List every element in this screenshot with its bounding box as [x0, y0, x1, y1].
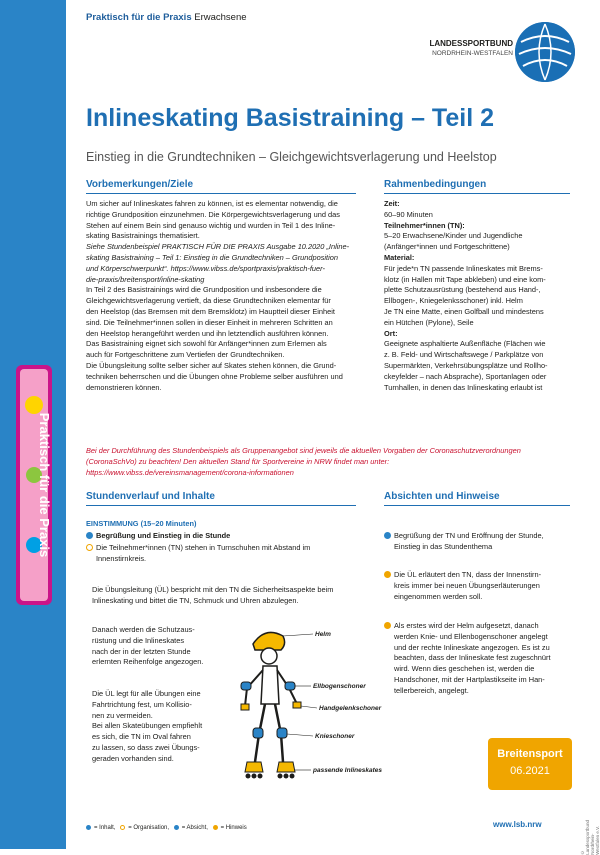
text-line: nen zu vermeiden. — [92, 710, 153, 720]
legend — [86, 825, 247, 831]
organisation-icon — [120, 825, 125, 830]
skater-illustration — [225, 622, 405, 794]
bullet-text: Einstieg in das Stundenthema — [394, 541, 493, 551]
torso-shape — [261, 666, 279, 704]
rahmen-text — [384, 199, 574, 393]
zeit-label: Zeit: — [384, 199, 400, 208]
text-line: es sich, die TN im Oval fahren — [92, 732, 191, 742]
text-line: techniken beherrschen und die Übungen ohne Probleme selber ausführen und — [86, 371, 343, 381]
bullet-text: kreis immer bei neuen Übungserläuterungen — [394, 580, 540, 590]
elbow-pad-right — [285, 682, 295, 690]
text-line: Je TN eine Matte, einen Golfball und mindestens — [384, 306, 544, 316]
logo-line2: NORDRHEIN-WESTFALEN — [432, 50, 513, 57]
text-line: Danach werden die Schutzaus- — [92, 625, 195, 634]
section-heading-stundenverlauf: Stundenverlauf und Inhalte — [86, 491, 215, 502]
flow-paragraph-3 — [92, 689, 227, 765]
text-line: ckeyfelder – nach Absprache), Sportanlagen oder — [384, 371, 547, 381]
text-line: Stehen auf einem Bein sind genauso wichtig und wurden in Teil 1 des Inline- — [86, 220, 336, 230]
page-subtitle: Einstieg in die Grundtechniken – Gleichgewichtsverlagerung und Heelstop — [86, 150, 497, 164]
bullet-text: Handschoner, mit der Hartplastikseite im Han- — [394, 674, 545, 684]
section-rule — [384, 505, 570, 506]
text-line: Supermärkten, Verkehrsübungsplätze und Rollho- — [384, 360, 548, 370]
note-link[interactable]: https://www.vibss.de/vereinsmanagement/corona-informationen — [86, 467, 294, 477]
lsb-logo — [415, 22, 580, 82]
absicht-icon — [384, 532, 391, 539]
text-line: den Heelstop (das Bremsen mit dem Bremsklotz) im Hauptteil dieser Einheit — [86, 306, 335, 316]
absicht-icon — [174, 825, 179, 830]
reference-line: und Körperschwerpunkt“. https://www.vibss.de/sportpraxis/praktisch-fuer- — [86, 263, 325, 273]
text-line: rüstung und die Inlineskates — [92, 635, 185, 645]
bullet-text: werden Knie- und Ellenbogenschoner angelegt — [394, 631, 548, 641]
bullet-text: Begrüßung und Einstieg in die Stunde — [96, 531, 231, 540]
text-line: auch für Fortgeschrittene zum Vertiefen der Grundtechniken. — [86, 350, 285, 360]
elbow-pad-left — [241, 682, 251, 690]
text-line: erlernten Reihenfolge angezogen. — [92, 657, 204, 667]
text-line: sind. Die Teilnehmer*innen sollen in dieser Einheit in mehreren Schritten an — [86, 317, 333, 327]
header-kicker — [86, 12, 247, 23]
label-inlineskates: passende Inlineskates — [313, 767, 383, 774]
bullet-text: eingenommen werden soll. — [394, 591, 483, 601]
bullet-text: Die ÜL erläutert den TN, dass der Innenstirn- — [394, 570, 542, 579]
knee-pad-left — [253, 728, 263, 738]
text-line: 5–20 Erwachsene/Kinder und Jugendliche — [384, 231, 523, 241]
breitensport-badge — [488, 738, 572, 790]
legend-hinweis: = Hinweis — [220, 825, 247, 831]
text-line: Die Übungsleitung (ÜL) bespricht mit den TN die Sicherheitsaspekte beim — [92, 585, 334, 594]
text-line: Turnhallen, in denen das Inlineskating erlaubt ist — [384, 382, 543, 392]
section-rule — [86, 505, 356, 506]
text-line: demonstrieren können. — [86, 382, 162, 392]
sidebar-logo-tag — [14, 365, 54, 605]
label-helm: Helm — [315, 631, 331, 638]
ort-label: Ort: — [384, 328, 398, 338]
label-handgelenkschoner: Handgelenkschoner — [319, 705, 382, 712]
skate-left — [245, 762, 263, 772]
flow-paragraph-2 — [92, 625, 227, 668]
sidebar-tag-text: Praktisch für die Praxis — [37, 412, 52, 558]
text-line: ein Hütchen (Pylone), Seile — [384, 317, 474, 327]
logo-text — [415, 39, 513, 59]
copyright-text: © Landessportbund Nordrhein-Westfalen e.V. — [580, 819, 600, 855]
left-sidebar — [0, 0, 66, 849]
bullet-text: Die Teilnehmer*innen (TN) stehen in Turnschuhen mit Abstand im — [96, 543, 311, 552]
logo-line1: LANDESSPORTBUND — [429, 39, 513, 48]
inhalt-icon — [86, 532, 93, 539]
kicker-bold: Praktisch für die Praxis — [86, 12, 192, 23]
hinweis-icon — [213, 825, 218, 830]
organisation-bullet — [86, 543, 366, 565]
reference-line: skating Basistraining – Teil 1: Einstieg in die Grundtechniken – Grundposition — [86, 252, 338, 262]
text-line: Bei allen Skateübungen empfiehlt — [92, 721, 203, 731]
tn-label: Teilnehmer*innen (TN): — [384, 220, 465, 230]
reference-line: die-praxis/breitensport/inline-skating — [86, 274, 205, 284]
label-ellbogenschoner: Ellbogenschoner — [313, 683, 366, 690]
bullet-text: beachten, dass der Inlineskate fest zugeschnürt — [394, 653, 551, 663]
text-line: klotz (in Hallen mit Tape abkleben) und eine kom- — [384, 274, 546, 284]
legend-inhalt: = Inhalt, — [94, 825, 116, 831]
note-line: (CoronaSchVo) zu beachten! Den aktuellen Stand für Sportvereine in NRW findet man unter: — [86, 456, 390, 466]
bullet-text: und der rechte Inlineskate angezogen. Es ist zu — [394, 642, 550, 652]
badge-date: 06.2021 — [510, 765, 550, 777]
section-heading-absichten: Absichten und Hinweise — [384, 491, 500, 502]
content-bullet — [86, 531, 366, 542]
text-line: Die Übungsleitung sollte selber sicher auf Skates stehen können, die Grund- — [86, 360, 337, 370]
text-line: Gleichgewichtsverlagerung vertieft, da diese Grundtechniken elementar für — [86, 296, 331, 306]
text-line: z. B. Feld- und Wirtschaftswege / Parkplätze von — [384, 350, 544, 360]
text-line: Ellbogen-, Kniegelenksschoner) inkl. Helm — [384, 296, 523, 306]
text-line: skating Basistrainings thematisiert. — [86, 231, 200, 241]
section-rule — [86, 193, 356, 194]
flow-paragraph-1 — [92, 585, 367, 607]
hinweis-bullet — [384, 570, 574, 602]
bullet-text: Innenstirnkreis. — [96, 553, 147, 563]
text-line: geraden vorhanden sind. — [92, 753, 174, 763]
label-knieschoner: Knieschoner — [315, 733, 355, 740]
page-title: Inlineskating Basistraining – Teil 2 — [86, 104, 494, 132]
text-line: Die ÜL legt für alle Übungen eine — [92, 689, 201, 698]
hinweis-bullet — [384, 621, 574, 697]
material-label: Material: — [384, 252, 415, 262]
text-line: den Heelstop herangeführt werden und ihn letztendlich ausführen können. — [86, 328, 329, 338]
text-line: zu lassen, so dass zwei Übungs- — [92, 742, 200, 752]
bullet-text: wird. Wenn dies geschehen ist, werden die — [394, 664, 535, 674]
text-line: Fahrtrichtung fest, um Kollisio- — [92, 699, 192, 709]
wrist-guard-left — [241, 704, 249, 710]
legend-absicht: = Absicht, — [181, 825, 208, 831]
text-line: richtige Grundposition einzunehmen. Die Körpergewichtsverlagerung und das — [86, 209, 340, 219]
organisation-icon — [86, 544, 93, 551]
text-line: Inlineskating und bittet die TN, Schmuck und Uhren abzulegen. — [92, 595, 299, 605]
knee-pad-right — [277, 728, 287, 738]
vorbemerkungen-text — [86, 199, 361, 393]
section-heading-rahmen: Rahmenbedingungen — [384, 179, 487, 190]
text-line: In Teil 2 des Basistrainings wird die Grundposition und insbesondere die — [86, 285, 322, 295]
hinweis-icon — [384, 571, 391, 578]
inhalt-icon — [86, 825, 91, 830]
section-heading-vorbemerkungen: Vorbemerkungen/Ziele — [86, 179, 194, 190]
text-line: Für jede*n TN passende Inlineskates mit Brems- — [384, 263, 543, 273]
text-line: Das Basistraining eignet sich sowohl für Anfänger*innen zum Erlernen als — [86, 339, 327, 349]
zeit-value: 60–90 Minuten — [384, 209, 433, 219]
wrist-guard-right — [293, 702, 301, 708]
text-line: nach der in der letzten Stunde — [92, 646, 191, 656]
text-line: Um sicher auf Inlineskates fahren zu können, ist es elementar notwendig, die — [86, 199, 338, 208]
phase-heading: EINSTIMMUNG (15–20 Minuten) — [86, 519, 197, 528]
bullet-text: Begrüßung der TN und Eröffnung der Stunde, — [394, 531, 544, 540]
absicht-bullet — [384, 531, 574, 553]
globe-icon — [515, 22, 575, 82]
text-line: plette Schutzausrüstung (bestehend aus Hand-, — [384, 285, 541, 295]
note-line: Bei der Durchführung des Stundenbeispiels als Gruppenangebot sind jeweils die aktuellen Vorgaben der Coronaschutzverordnungen — [86, 446, 521, 455]
reference-line: Siehe Stundenbeispiel PRAKTISCH FÜR DIE PRAXIS Ausgabe 10.2020 „Inline- — [86, 242, 350, 252]
section-rule — [384, 193, 570, 194]
head-shape — [261, 648, 277, 664]
kicker-rest: Erwachsene — [194, 12, 247, 23]
badge-title: Breitensport — [497, 748, 563, 760]
footer-url[interactable]: www.lsb.nrw — [493, 820, 542, 829]
text-line: (Anfänger*innen und Fortgeschrittene) — [384, 242, 510, 252]
bullet-text: Als erstes wird der Helm aufgesetzt, danach — [394, 621, 539, 630]
hinweis-icon — [384, 622, 391, 629]
skate-right — [277, 762, 295, 772]
bullet-text: tellerbereich, angelegt. — [394, 685, 469, 695]
legend-organisation: = Organisation, — [128, 825, 170, 831]
text-line: Geeignete asphaltierte Außenfläche (Flächen wie — [384, 339, 546, 349]
corona-note — [86, 446, 566, 478]
